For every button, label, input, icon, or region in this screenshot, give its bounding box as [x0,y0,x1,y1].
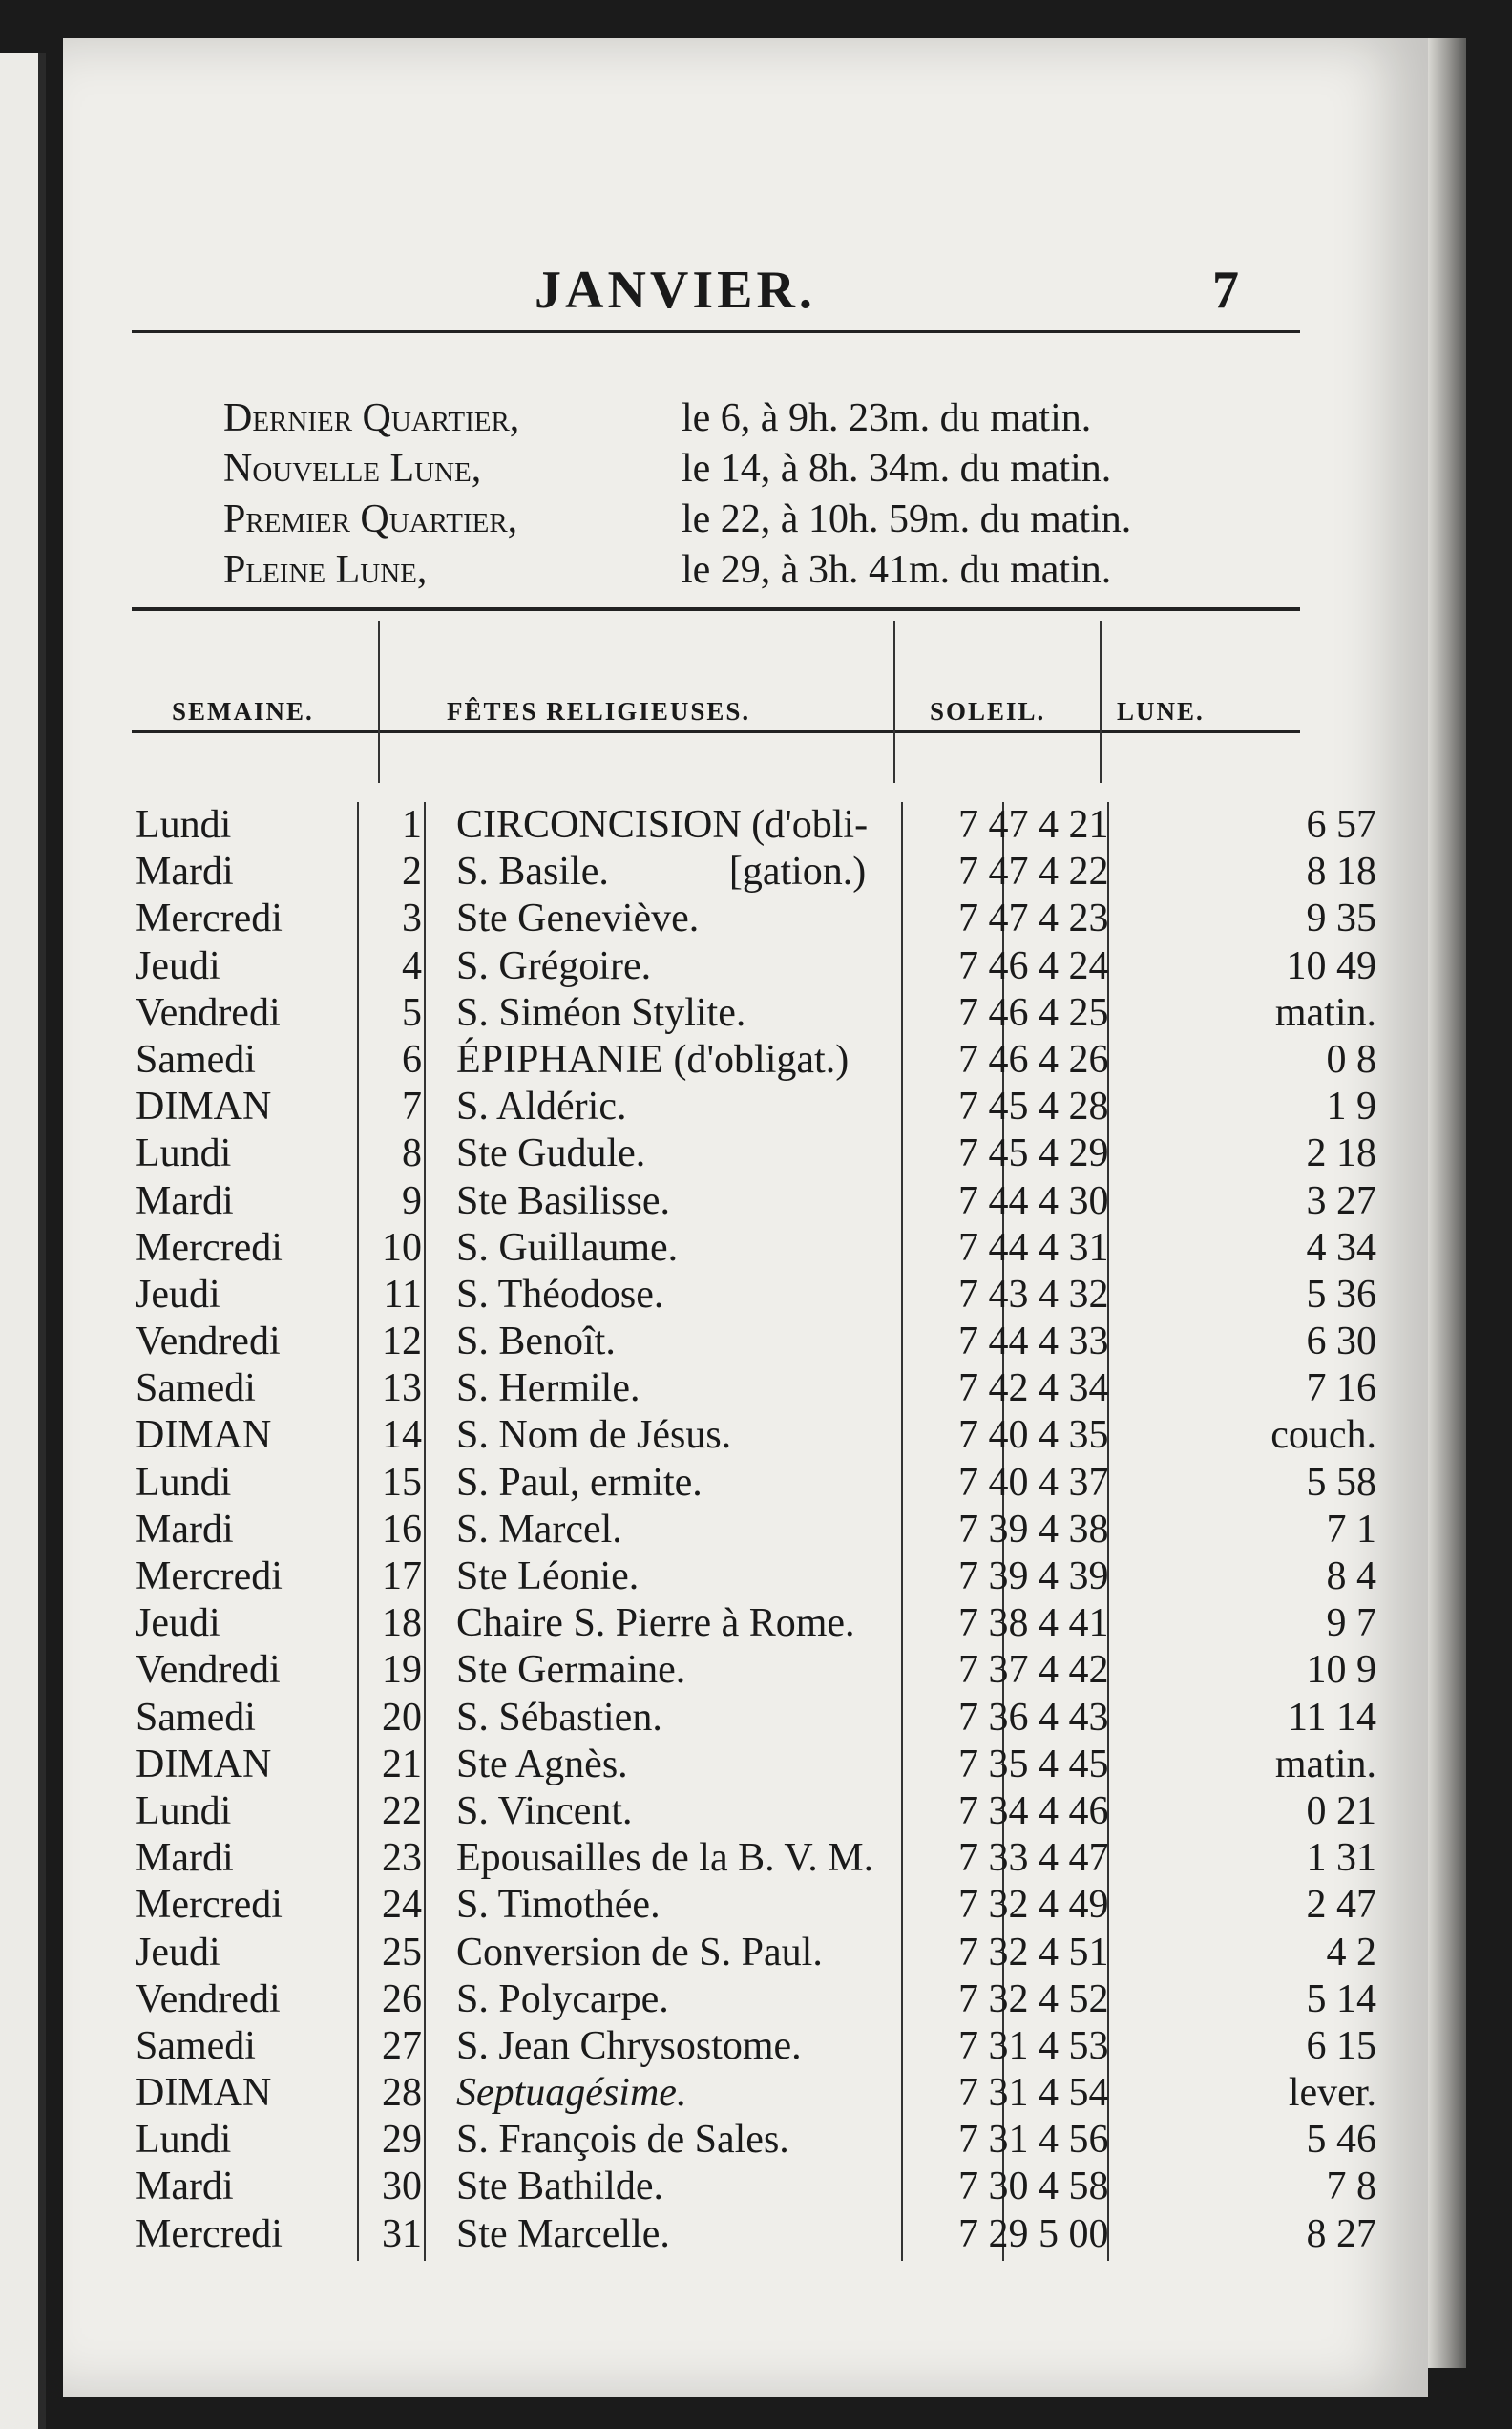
sun-times-cell: 7 47 4 22 [958,850,1109,895]
feast-cell: S. Marcel. [456,1507,622,1552]
date-cell: 1 [402,803,422,847]
sun-times-cell: 7 34 4 46 [958,1788,1109,1833]
moon-time-cell: 5 46 [1306,2118,1376,2163]
feast-cell: S. Basile. [gation.) [456,850,867,895]
day-cell: Lundi [136,1788,232,1833]
date-cell: 20 [382,1695,422,1740]
day-cell: Mercredi [136,897,283,941]
feast-cell: S. Timothée. [456,1883,661,1928]
sun-times-cell: 7 44 4 33 [958,1320,1109,1364]
moon-time-cell: 0 8 [1326,1037,1376,1082]
day-cell: DIMAN [136,1742,272,1786]
date-cell: 7 [402,1085,422,1130]
feast-cell: S. Jean Chrysostome. [456,2023,802,2068]
moon-time-cell: 1 31 [1306,1836,1376,1881]
moon-time-cell: 9 35 [1306,897,1376,941]
moon-time-cell: 6 15 [1306,2023,1376,2068]
page-number: 7 [1212,261,1239,320]
sun-times-cell: 7 31 4 56 [958,2118,1109,2163]
moon-time-cell: lever. [1288,2071,1376,2116]
moon-time-cell: 5 58 [1306,1460,1376,1505]
day-cell: Mardi [136,1178,234,1223]
page-stack-edge [1428,38,1466,2368]
moon-time-cell: 11 14 [1288,1695,1376,1740]
sun-times-cell: 7 42 4 34 [958,1366,1109,1411]
moon-time-cell: 8 27 [1306,2211,1376,2256]
sun-times-cell: 7 47 4 21 [958,803,1109,847]
moon-time-cell: 7 1 [1326,1507,1376,1552]
moon-time-cell: 5 14 [1306,1976,1376,2021]
date-cell: 27 [382,2023,422,2068]
sun-times-cell: 7 30 4 58 [958,2165,1109,2209]
date-cell: 22 [382,1788,422,1833]
feast-cell: S. Guillaume. [456,1225,679,1270]
sun-times-cell: 7 31 4 54 [958,2071,1109,2116]
date-cell: 16 [382,1507,422,1552]
feast-cell: Conversion de S. Paul. [456,1930,823,1975]
moon-time-cell: 3 27 [1306,1178,1376,1223]
sun-times-cell: 7 40 4 37 [958,1460,1109,1505]
day-cell: Jeudi [136,1601,220,1646]
sun-times-cell: 7 44 4 30 [958,1178,1109,1223]
phase-detail: le 6, à 9h. 23m. du matin. [682,396,1092,440]
column-divider [893,621,895,783]
moon-time-cell: 9 7 [1326,1601,1376,1646]
moon-time-cell: 10 9 [1306,1648,1376,1693]
feast-cell: S. Siméon Stylite. [456,990,746,1035]
moon-time-cell: 0 21 [1306,1788,1376,1833]
day-cell: Lundi [136,2118,232,2163]
feast-cell: S. François de Sales. [456,2118,789,2163]
date-cell: 2 [402,850,422,895]
feast-cell: Ste Agnès. [456,1742,628,1786]
sun-times-cell: 7 29 5 00 [958,2211,1109,2256]
table-top-rule [132,607,1300,611]
day-cell: Samedi [136,1366,256,1411]
day-cell: Mardi [136,1507,234,1552]
column-header-semaine: SEMAINE. [172,697,314,726]
moon-time-cell: 6 30 [1306,1320,1376,1364]
day-cell: Mercredi [136,1554,283,1598]
day-cell: Lundi [136,803,232,847]
column-divider [357,802,359,2261]
phase-name: Nouvelle Lune, [223,447,482,491]
sun-times-cell: 7 31 4 53 [958,2023,1109,2068]
date-cell: 9 [402,1178,422,1223]
day-cell: Mercredi [136,1883,283,1928]
date-cell: 12 [382,1320,422,1364]
feast-cell: Ste Léonie. [456,1554,640,1598]
sun-times-cell: 7 39 4 38 [958,1507,1109,1552]
moon-time-cell: 7 16 [1306,1366,1376,1411]
day-cell: Vendredi [136,1648,281,1693]
feast-cell: S. Paul, ermite. [456,1460,703,1505]
sun-times-cell: 7 43 4 32 [958,1272,1109,1317]
day-cell: Vendredi [136,1976,281,2021]
almanac-page [63,38,1428,2397]
date-cell: 26 [382,1976,422,2021]
day-cell: DIMAN [136,2071,272,2116]
feast-cell: Epousailles de la B. V. M. [456,1836,874,1881]
sun-times-cell: 7 44 4 31 [958,1225,1109,1270]
phase-detail: le 29, à 3h. 41m. du matin. [682,548,1112,592]
feast-cell: Ste Basilisse. [456,1178,671,1223]
feast-cell: S. Benoît. [456,1320,616,1364]
day-cell: Mercredi [136,1225,283,1270]
moon-time-cell: 4 34 [1306,1225,1376,1270]
sun-times-cell: 7 46 4 25 [958,990,1109,1035]
phase-detail: le 14, à 8h. 34m. du matin. [682,447,1112,491]
feast-cell: ÉPIPHANIE (d'obligat.) [456,1037,850,1082]
date-cell: 6 [402,1037,422,1082]
sun-times-cell: 7 38 4 41 [958,1601,1109,1646]
day-cell: Jeudi [136,1930,220,1975]
sun-times-cell: 7 46 4 24 [958,943,1109,988]
phase-name: Pleine Lune, [223,548,428,592]
day-cell: Lundi [136,1460,232,1505]
date-cell: 31 [382,2211,422,2256]
phase-name: Premier Quartier, [223,497,518,541]
day-cell: Jeudi [136,1272,220,1317]
sun-times-cell: 7 33 4 47 [958,1836,1109,1881]
date-cell: 11 [383,1272,422,1317]
header-rule [132,330,1300,333]
day-cell: Vendredi [136,990,281,1035]
sun-times-cell: 7 39 4 39 [958,1554,1109,1598]
column-divider [424,802,426,2261]
date-cell: 18 [382,1601,422,1646]
day-cell: Lundi [136,1131,232,1176]
sun-times-cell: 7 45 4 28 [958,1085,1109,1130]
sun-times-cell: 7 32 4 49 [958,1883,1109,1928]
date-cell: 21 [382,1742,422,1786]
sun-times-cell: 7 37 4 42 [958,1648,1109,1693]
date-cell: 8 [402,1131,422,1176]
page-header [63,260,1428,327]
moon-time-cell: 4 2 [1326,1930,1376,1975]
date-cell: 13 [382,1366,422,1411]
feast-cell: S. Grégoire. [456,943,652,988]
sun-times-cell: 7 32 4 52 [958,1976,1109,2021]
feast-cell: CIRCONCISION (d'obli- [456,803,869,847]
adjacent-page-edge [0,53,46,2429]
date-cell: 19 [382,1648,422,1693]
sun-times-cell: 7 46 4 26 [958,1037,1109,1082]
day-cell: Samedi [136,2023,256,2068]
moon-time-cell: matin. [1274,990,1376,1035]
moon-time-cell: 2 18 [1306,1131,1376,1176]
moon-time-cell: 8 4 [1326,1554,1376,1598]
day-cell: Mercredi [136,2211,283,2256]
moon-time-cell: 2 47 [1306,1883,1376,1928]
date-cell: 24 [382,1883,422,1928]
feast-cell: Chaire S. Pierre à Rome. [456,1601,855,1646]
date-cell: 30 [382,2165,422,2209]
month-title: JANVIER. [535,261,816,320]
date-cell: 17 [382,1554,422,1598]
feast-cell: S. Nom de Jésus. [456,1413,732,1458]
feast-cell: S. Sébastien. [456,1695,662,1740]
day-cell: Mardi [136,2165,234,2209]
date-cell: 23 [382,1836,422,1881]
column-header-rule [132,730,1300,733]
moon-time-cell: matin. [1274,1742,1376,1786]
date-cell: 5 [402,990,422,1035]
feast-cell: Ste Marcelle. [456,2211,670,2256]
day-cell: DIMAN [136,1413,272,1458]
moon-time-cell: couch. [1270,1413,1376,1458]
feast-cell: S. Polycarpe. [456,1976,669,2021]
moon-time-cell: 7 8 [1326,2165,1376,2209]
feast-cell: Septuagésime. [456,2071,687,2116]
sun-times-cell: 7 47 4 23 [958,897,1109,941]
date-cell: 4 [402,943,422,988]
column-header-soleil: SOLEIL. [930,697,1046,726]
day-cell: Samedi [136,1037,256,1082]
moon-time-cell: 1 9 [1326,1085,1376,1130]
feast-cell: Ste Germaine. [456,1648,686,1693]
phase-detail: le 22, à 10h. 59m. du matin. [682,497,1132,541]
day-cell: Mardi [136,850,234,895]
date-cell: 10 [382,1225,422,1270]
date-cell: 25 [382,1930,422,1975]
moon-time-cell: 8 18 [1306,850,1376,895]
column-divider [901,802,903,2261]
day-cell: DIMAN [136,1085,272,1130]
column-header-fetes: FÊTES RELIGIEUSES. [447,697,751,726]
day-cell: Samedi [136,1695,256,1740]
feast-cell: Ste Geneviève. [456,897,700,941]
phase-name: Dernier Quartier, [223,396,520,440]
moon-time-cell: 6 57 [1306,803,1376,847]
day-cell: Mardi [136,1836,234,1881]
column-header-lune: LUNE. [1117,697,1205,726]
date-cell: 29 [382,2118,422,2163]
date-cell: 14 [382,1413,422,1458]
date-cell: 28 [382,2071,422,2116]
feast-cell: S. Théodose. [456,1272,664,1317]
column-divider [1100,621,1102,783]
column-divider [378,621,380,783]
feast-cell: Ste Bathilde. [456,2165,663,2209]
sun-times-cell: 7 36 4 43 [958,1695,1109,1740]
moon-time-cell: 5 36 [1306,1272,1376,1317]
feast-cell: S. Aldéric. [456,1085,627,1130]
feast-cell: Ste Gudule. [456,1131,646,1176]
date-cell: 3 [402,897,422,941]
date-cell: 15 [382,1460,422,1505]
day-cell: Jeudi [136,943,220,988]
moon-time-cell: 10 49 [1286,943,1376,988]
sun-times-cell: 7 32 4 51 [958,1930,1109,1975]
feast-cell: S. Hermile. [456,1366,640,1411]
feast-cell: S. Vincent. [456,1788,633,1833]
sun-times-cell: 7 45 4 29 [958,1131,1109,1176]
sun-times-cell: 7 40 4 35 [958,1413,1109,1458]
day-cell: Vendredi [136,1320,281,1364]
sun-times-cell: 7 35 4 45 [958,1742,1109,1786]
